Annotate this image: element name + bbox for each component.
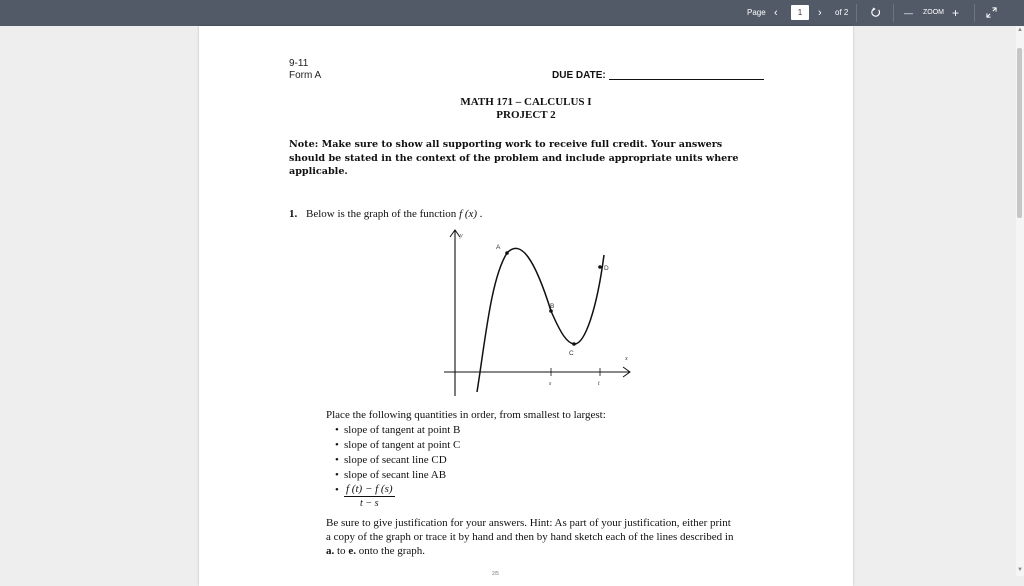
x-axis-label: x	[625, 356, 628, 362]
note-paragraph: Note: Make sure to show all supporting work to receive full credit. Your answers should be stated in the context of the problem and include appropriate units where applicable.	[289, 139, 739, 177]
page-label: Page	[747, 8, 766, 17]
toolbar-divider	[974, 4, 975, 22]
point-d	[598, 265, 602, 269]
point-label-a: A	[496, 244, 501, 251]
hint-part-e: e.	[348, 545, 356, 557]
page-total: of 2	[835, 8, 849, 17]
rotate-icon	[870, 7, 881, 18]
expand-icon	[986, 7, 997, 18]
point-label-c: C	[569, 350, 574, 357]
point-label-b: B	[550, 303, 555, 310]
project-title: PROJECT 2	[496, 109, 556, 121]
scroll-up-icon[interactable]: ▲	[1017, 27, 1023, 33]
function-graph	[439, 222, 639, 412]
previous-page-button[interactable]: ‹	[774, 7, 778, 19]
pdf-page	[199, 26, 853, 586]
hint-text: Be sure to give justification for your answers. Hint: As part of your justification, either print a copy of the graph or trace it by hand and then by hand sketch each of the lines described in	[326, 517, 734, 543]
list-item-fraction	[335, 483, 746, 515]
fullscreen-button[interactable]	[986, 0, 997, 26]
zoom-out-button[interactable]: —	[904, 8, 913, 18]
rotate-button[interactable]	[870, 0, 881, 26]
list-item: • slope of tangent at point B	[335, 423, 746, 438]
list-item: • slope of tangent at point C	[335, 438, 746, 453]
list-item: • slope of secant line CD	[335, 453, 746, 468]
tick-label-t: t	[598, 381, 600, 387]
zoom-label: ZOOM	[923, 9, 944, 16]
course-heading	[199, 96, 853, 122]
instructions-text: Place the following quantities in order, from smallest to largest:	[326, 409, 606, 421]
zoom-in-button[interactable]: +	[952, 6, 960, 20]
next-page-button[interactable]: ›	[818, 7, 822, 19]
due-date-line	[609, 79, 764, 80]
page-number-input[interactable]: 1	[791, 5, 809, 20]
quantity-list	[326, 423, 746, 515]
hint-paragraph	[326, 516, 736, 558]
tick-label-s: s	[549, 381, 552, 387]
question-1	[289, 208, 483, 220]
course-title: MATH 171 – CALCULUS I	[460, 96, 592, 108]
y-axis-label: y	[460, 233, 463, 239]
vertical-scrollbar[interactable]	[1016, 26, 1024, 576]
point-a	[505, 251, 509, 255]
list-item: • slope of secant line AB	[335, 468, 746, 483]
hint-end: onto the graph.	[358, 545, 425, 557]
page-footer: 2/5	[492, 571, 499, 577]
difference-quotient	[344, 483, 395, 510]
form-name: Form A	[289, 70, 322, 81]
function-curve	[477, 248, 604, 392]
point-label-d: D	[604, 265, 609, 272]
scroll-down-icon[interactable]: ▼	[1017, 567, 1023, 573]
pdf-toolbar	[0, 0, 1024, 26]
question-function: f (x) .	[459, 208, 483, 220]
fraction-denominator: t − s	[360, 498, 379, 509]
due-date-label: DUE DATE:	[552, 70, 606, 81]
toolbar-divider	[856, 4, 857, 22]
form-number: 9-11	[289, 58, 309, 69]
question-text: Below is the graph of the function	[306, 208, 457, 220]
scrollbar-thumb[interactable]	[1017, 48, 1022, 218]
question-number: 1.	[289, 208, 298, 220]
point-c	[572, 342, 576, 346]
hint-to: to	[337, 545, 346, 557]
toolbar-divider	[893, 4, 894, 22]
instructions-block	[326, 408, 746, 558]
hint-part-a: a.	[326, 545, 335, 557]
form-code	[289, 58, 321, 82]
fraction-numerator: • f (t) − f (s)	[346, 483, 393, 495]
